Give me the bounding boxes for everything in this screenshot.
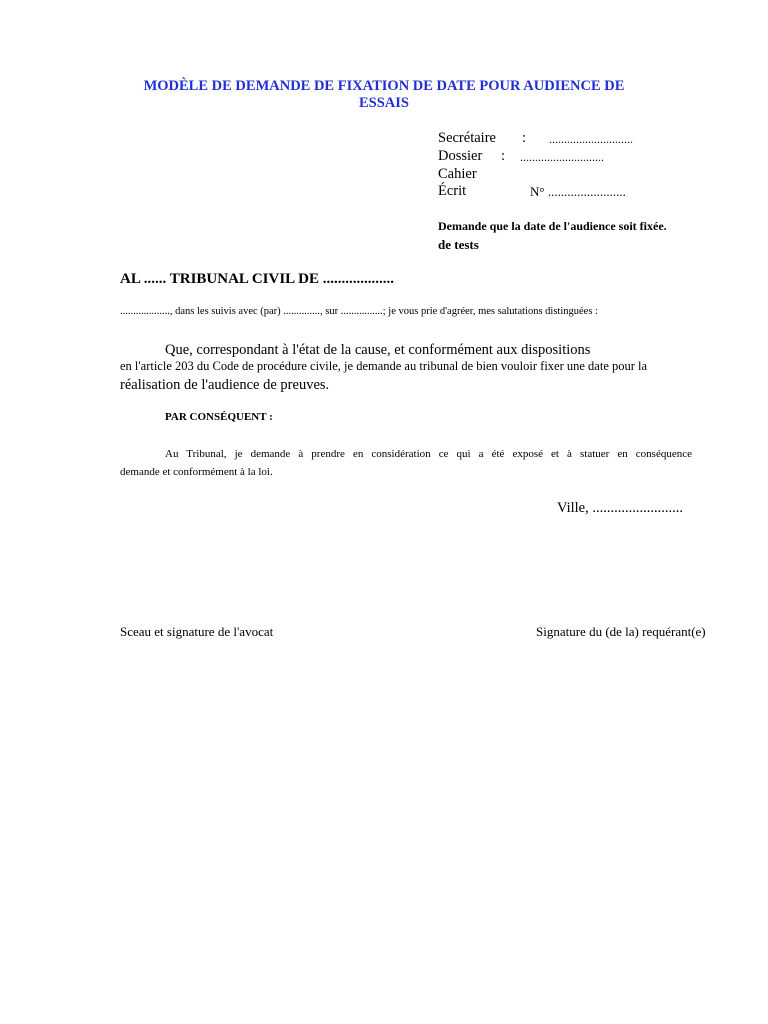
demand-line-2: de tests — [438, 237, 479, 252]
secretaire-label: Secrétaire — [438, 130, 496, 146]
para1-line-2: en l'article 203 du Code de procédure civile, je demande au tribunal de bien vouloir fixer une date pour la — [120, 359, 648, 373]
intro-line: ..................., dans les suivis avec (par) .............., sur ................; je vous prie d'agréer, mes salutations distinguées : — [120, 306, 598, 317]
meta-cahier: Cahier — [438, 166, 477, 182]
para2-line-1: Au Tribunal, je demande à prendre en considération ce qui a été exposé et à statuer en conséquence — [165, 448, 692, 460]
signature-requerant: Signature du (de la) requérant(e) — [536, 624, 706, 639]
dossier-label: Dossier — [438, 148, 483, 164]
secretaire-sep: : — [522, 130, 527, 146]
document-title — [0, 78, 768, 112]
signature-avocat: Sceau et signature de l'avocat — [120, 624, 274, 639]
dossier-value: ............................ — [520, 150, 604, 164]
dossier-sep: : — [501, 148, 506, 164]
title-line-2: ESSAIS — [359, 95, 409, 111]
par-consequent-heading: PAR CONSÉQUENT : — [165, 411, 273, 423]
para1-line-3: réalisation de l'audience de preuves. — [120, 377, 330, 393]
ecrit-value: N° ........................ — [530, 184, 626, 199]
para1-line-1: Que, correspondant à l'état de la cause, et conformément aux dispositions — [165, 342, 591, 358]
secretaire-value: ............................ — [549, 132, 633, 146]
tribunal-heading: AL ...... TRIBUNAL CIVIL DE ................... — [120, 271, 394, 287]
meta-secretaire — [438, 130, 633, 147]
title-line-1: MODÈLE DE DEMANDE DE FIXATION DE DATE POUR AUDIENCE DE — [143, 78, 625, 94]
meta-ecrit — [438, 183, 626, 200]
meta-dossier — [438, 148, 604, 165]
para2-line-2: demande et conformément à la loi. — [120, 466, 273, 478]
ecrit-label: Écrit — [438, 183, 467, 199]
ville-line: Ville, ......................... — [557, 500, 683, 516]
demand-line-1: Demande que la date de l'audience soit fixée. — [438, 219, 667, 233]
